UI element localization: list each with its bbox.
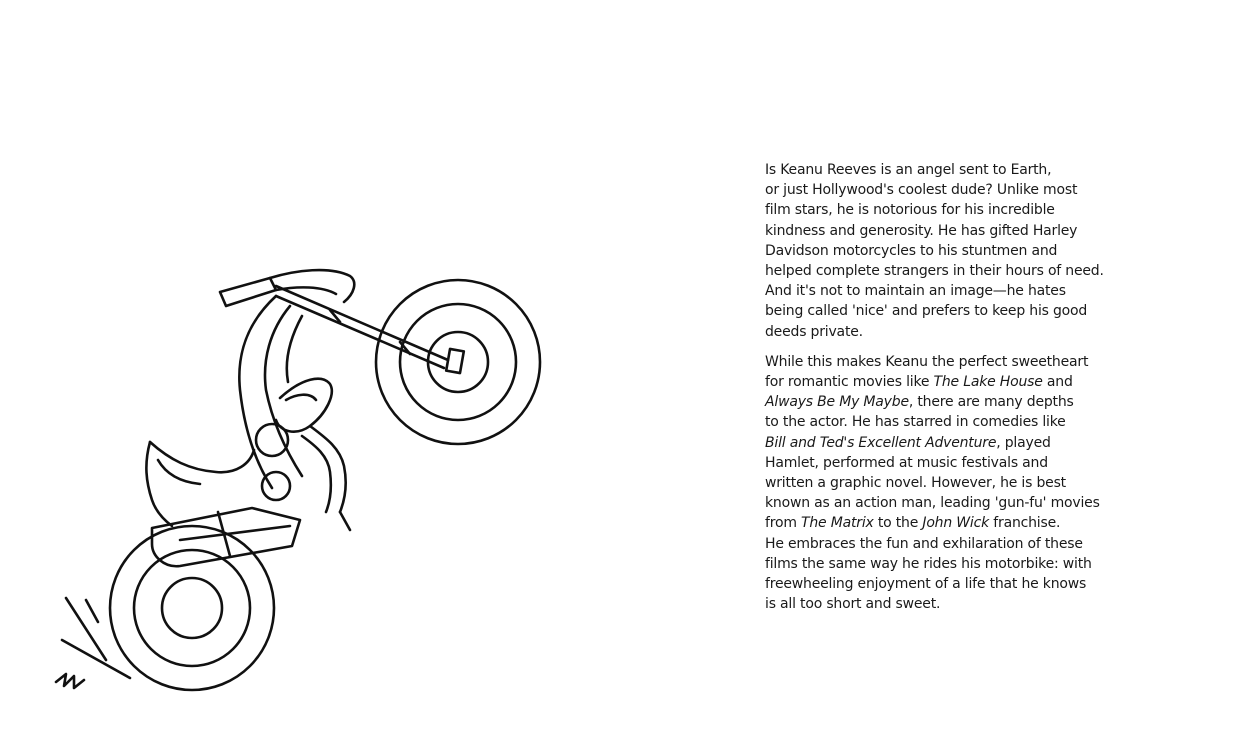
text-line: film stars, he is notorious for his incredible bbox=[765, 202, 1055, 219]
film-title: John Wick bbox=[922, 515, 990, 532]
text-line: or just Hollywood's coolest dude? Unlike most bbox=[765, 182, 1078, 199]
text-run: franchise. bbox=[989, 515, 1061, 532]
text-line bbox=[765, 392, 1135, 412]
article-text bbox=[765, 160, 1135, 614]
exhaust bbox=[302, 426, 350, 530]
text-line: helped complete strangers in their hours of need. bbox=[765, 263, 1104, 280]
rear-fender bbox=[146, 442, 254, 526]
paragraph-2 bbox=[765, 352, 1135, 615]
film-title: Bill and Ted's Excellent Adventure bbox=[765, 434, 997, 451]
text-line bbox=[765, 513, 1135, 533]
film-title: The Matrix bbox=[801, 515, 874, 532]
text-line: written a graphic novel. However, he is best bbox=[765, 475, 1066, 492]
text-line: deeds private. bbox=[765, 323, 863, 340]
text-line: is all too short and sweet. bbox=[765, 596, 941, 613]
paragraph-1 bbox=[765, 160, 1135, 342]
text-line: He embraces the fun and exhilaration of these bbox=[765, 535, 1083, 552]
text-line: Is Keanu Reeves is an angel sent to Earth, bbox=[765, 162, 1052, 178]
text-run: for romantic movies like bbox=[765, 374, 934, 391]
text-line: known as an action man, leading 'gun-fu' movies bbox=[765, 495, 1100, 512]
text-line: Davidson motorcycles to his stuntmen and bbox=[765, 242, 1058, 259]
text-line: films the same way he rides his motorbike: with bbox=[765, 555, 1092, 572]
text-line: freewheeling enjoyment of a life that he knows bbox=[765, 576, 1087, 593]
film-title: Always Be My Maybe bbox=[765, 394, 909, 411]
text-run: , there are many depths bbox=[908, 394, 1074, 411]
text-run: , played bbox=[996, 434, 1051, 451]
text-line: being called 'nice' and prefers to keep his good bbox=[765, 303, 1088, 320]
swingarm bbox=[152, 508, 300, 566]
rear-wheel bbox=[110, 526, 274, 690]
text-line bbox=[765, 372, 1135, 392]
front-fork bbox=[276, 286, 464, 373]
text-line: kindness and generosity. He has gifted Harley bbox=[765, 222, 1078, 239]
frame bbox=[239, 296, 331, 488]
text-run: to the bbox=[873, 515, 923, 532]
text-line: Hamlet, performed at music festivals and bbox=[765, 454, 1048, 471]
text-line: And it's not to maintain an image—he hates bbox=[765, 283, 1066, 300]
text-line: to the actor. He has starred in comedies like bbox=[765, 414, 1066, 431]
front-wheel bbox=[376, 280, 540, 444]
text-run: from bbox=[765, 515, 802, 532]
text-run: and bbox=[1042, 374, 1073, 391]
text-line: While this makes Keanu the perfect sweetheart bbox=[765, 353, 1089, 370]
motorcycle-illustration bbox=[40, 250, 560, 710]
film-title: The Lake House bbox=[933, 374, 1043, 391]
text-line bbox=[765, 433, 1135, 453]
